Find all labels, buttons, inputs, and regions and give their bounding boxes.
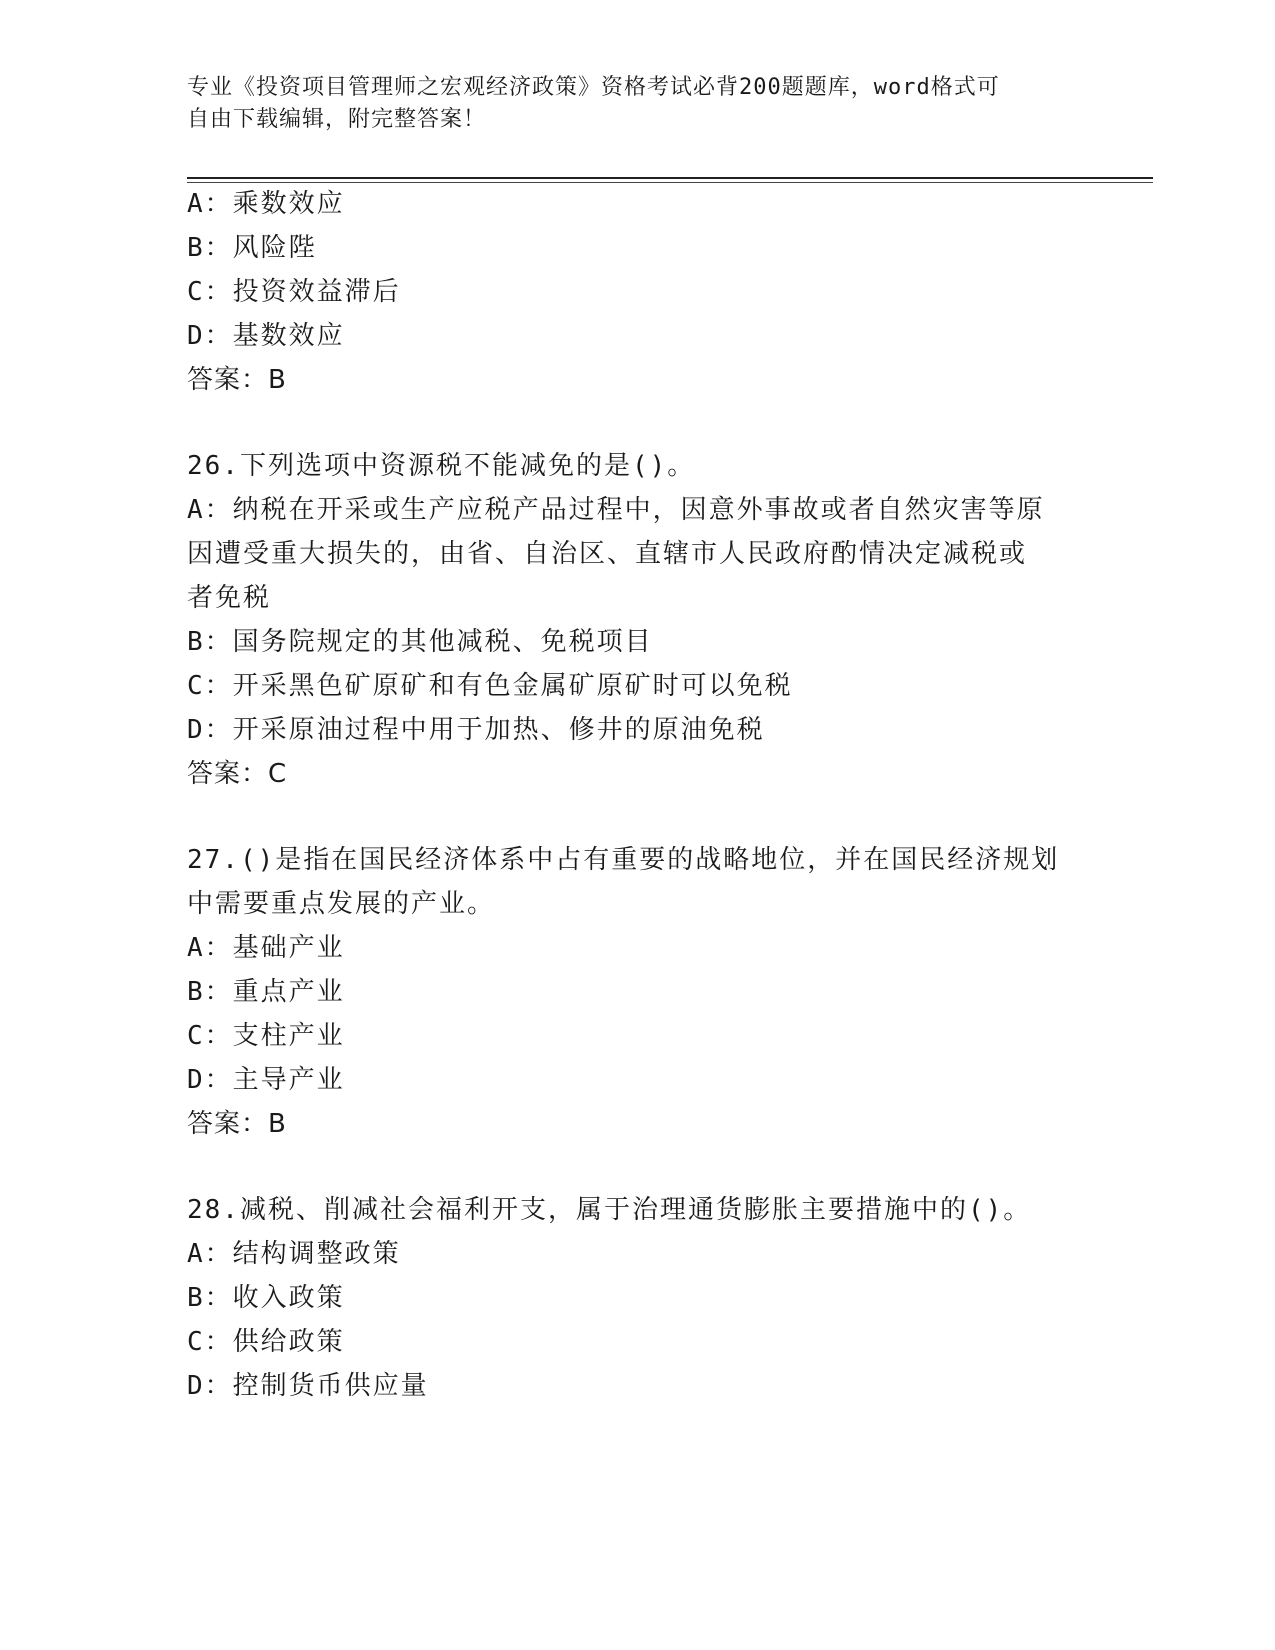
header-divider-thick	[187, 177, 1153, 179]
header-line-2: 自由下载编辑，附完整答案！	[187, 107, 487, 132]
q27-question-line-2: 中需要重点发展的产业。	[187, 889, 496, 919]
q28-option-a: A：结构调整政策	[187, 1239, 401, 1269]
q27-option-b: B：重点产业	[187, 977, 345, 1007]
q26-answer: 答案：C	[187, 759, 288, 789]
q26-option-c: C：开采黑色矿原矿和有色金属矿原矿时可以免税	[187, 671, 793, 701]
q28-option-b: B：收入政策	[187, 1283, 345, 1313]
q26-option-d: D：开采原油过程中用于加热、修井的原油免税	[187, 715, 765, 745]
q25-answer: 答案：B	[187, 365, 287, 395]
header-divider-thin	[187, 182, 1153, 183]
q26-option-a-line-2: 因遭受重大损失的，由省、自治区、直辖市人民政府酌情决定减税或	[187, 539, 1028, 569]
document-header	[187, 72, 1087, 136]
q25-option-b: B：风险陛	[187, 233, 317, 263]
q25-option-a: A：乘数效应	[187, 189, 345, 219]
q25-option-c: C：投资效益滞后	[187, 277, 401, 307]
q26-option-a-line-1: A：纳税在开采或生产应税产品过程中，因意外事故或者自然灾害等原	[187, 495, 1045, 525]
q27-question-line-1: 27.()是指在国民经济体系中占有重要的战略地位，并在国民经济规划	[187, 845, 1060, 875]
q27-option-c: C：支柱产业	[187, 1021, 345, 1051]
q26-option-b: B：国务院规定的其他减税、免税项目	[187, 627, 653, 657]
q27-option-d: D：主导产业	[187, 1065, 345, 1095]
q28-option-d: D：控制货币供应量	[187, 1371, 429, 1401]
q28-option-c: C：供给政策	[187, 1327, 345, 1357]
q26-option-a-line-3: 者免税	[187, 583, 272, 613]
q27-option-a: A：基础产业	[187, 933, 345, 963]
q26-question: 26.下列选项中资源税不能减免的是()。	[187, 451, 696, 481]
q28-question: 28.减税、削减社会福利开支，属于治理通货膨胀主要措施中的()。	[187, 1195, 1032, 1225]
q27-answer: 答案：B	[187, 1109, 287, 1139]
q25-option-d: D：基数效应	[187, 321, 345, 351]
header-line-1: 专业《投资项目管理师之宏观经济政策》资格考试必背200题题库，word格式可	[187, 75, 1000, 100]
